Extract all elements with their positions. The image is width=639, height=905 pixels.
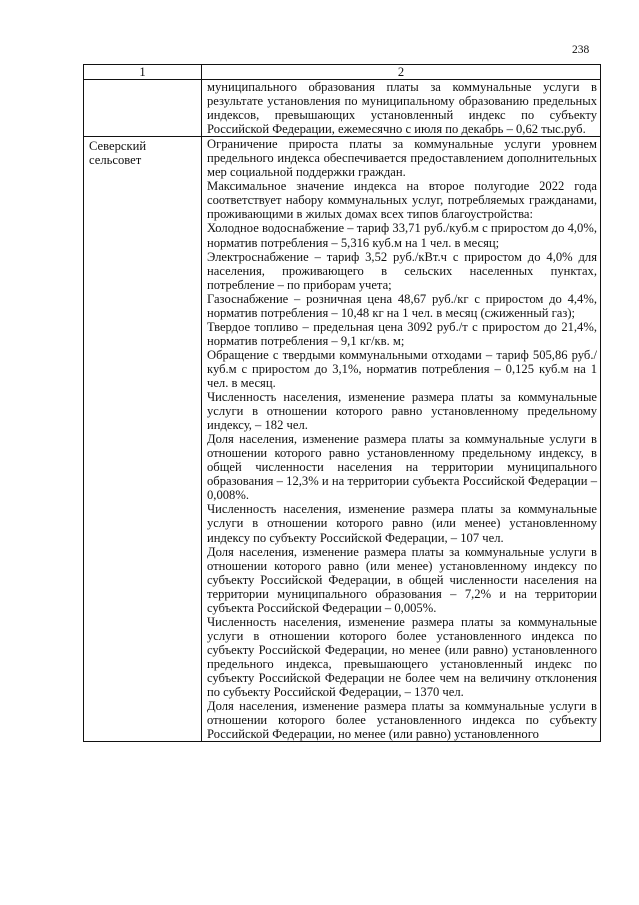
content-cell: [202, 80, 601, 137]
column-number-2: 2: [202, 65, 601, 80]
content-cell: [202, 137, 601, 742]
paragraph: Численность населения, изменение размера платы за коммунальные услуги в отношении которого равно (или менее) установленному индексу по субъекту Российской Федерации, – 107 чел.: [207, 502, 597, 545]
paragraph: Численность населения, изменение размера платы за коммунальные услуги в отношении которого равно установленному предельному индексу, – 182 чел.: [207, 390, 597, 433]
paragraph: Газоснабжение – розничная цена 48,67 руб./кг с приростом до 4,4%, норматив потребления – 10,48 кг на 1 чел. в месяц (сжиженный газ);: [207, 291, 597, 320]
table-header-row: [84, 65, 601, 80]
table-row: [84, 80, 601, 137]
paragraph: Обращение с твердыми коммунальными отходами – тариф 505,86 руб./куб.м с приростом до 3,1%, норматив потребления – 0,125 куб.м на 1 чел. в месяц.: [207, 347, 597, 390]
region-cell: [84, 80, 202, 137]
paragraph: Доля населения, изменение размера платы за коммунальные услуги в отношении которого более установленного индекса по субъекту Российской Федерации, но менее (или равно) установленного: [207, 699, 597, 742]
document-table: [83, 64, 601, 742]
paragraph: Максимальное значение индекса на второе полугодие 2022 года соответствует набору коммунальных услуг, потребляемых гражданами, проживающими в жилых домах всех типов благоустройства:: [207, 179, 597, 222]
paragraph: Электроснабжение – тариф 3,52 руб./кВт.ч с приростом до 4,0% для населения, проживающего в сельских населенных пунктах, потребление – по приборам учета;: [207, 249, 597, 292]
column-number-1: 1: [84, 65, 202, 80]
paragraph: Ограничение прироста платы за коммунальные услуги уровнем предельного индекса обеспечивается предоставлением дополнительных мер социальной поддержки граждан.: [207, 137, 597, 180]
paragraph: Холодное водоснабжение – тариф 33,71 руб./куб.м с приростом до 4,0%, норматив потребления – 5,316 куб.м на 1 чел. в месяц;: [207, 221, 597, 250]
paragraph: Доля населения, изменение размера платы за коммунальные услуги в отношении которого равно установленному предельному индексу, в общей численности населения на территории муниципального образования – 12,3% и на территории субъекта Российской Федерации – 0,008%.: [207, 432, 597, 503]
page-number: 238: [572, 44, 590, 56]
table-row: [84, 137, 601, 742]
paragraph: муниципального образования платы за коммунальные услуги в результате установления по муниципальному образованию предельных индексов, превышающих установленный индекс по субъекту Российской Федерации, ежемесячно с июля по декабрь – 0,62 тыс.руб.: [207, 80, 597, 137]
region-cell: Северский сельсовет: [84, 137, 202, 742]
paragraph: Численность населения, изменение размера платы за коммунальные услуги в отношении которого более установленного индекса по субъекту Российской Федерации, но менее (или равно) установленного предельного индекса, превышающего установленный индекс по субъекту Российской Федерации не более чем на величину отклонения по субъекту Российской Федерации, – 1370 чел.: [207, 614, 597, 700]
paragraph: Доля населения, изменение размера платы за коммунальные услуги в отношении которого равно (или менее) установленному индексу по субъекту Российской Федерации, в общей численности населения на территории муниципального образования – 7,2% и на территории субъекта Российской Федерации – 0,005%.: [207, 544, 597, 615]
paragraph: Твердое топливо – предельная цена 3092 руб./т с приростом до 21,4%, норматив потребления – 9,1 кг/кв. м;: [207, 319, 597, 348]
